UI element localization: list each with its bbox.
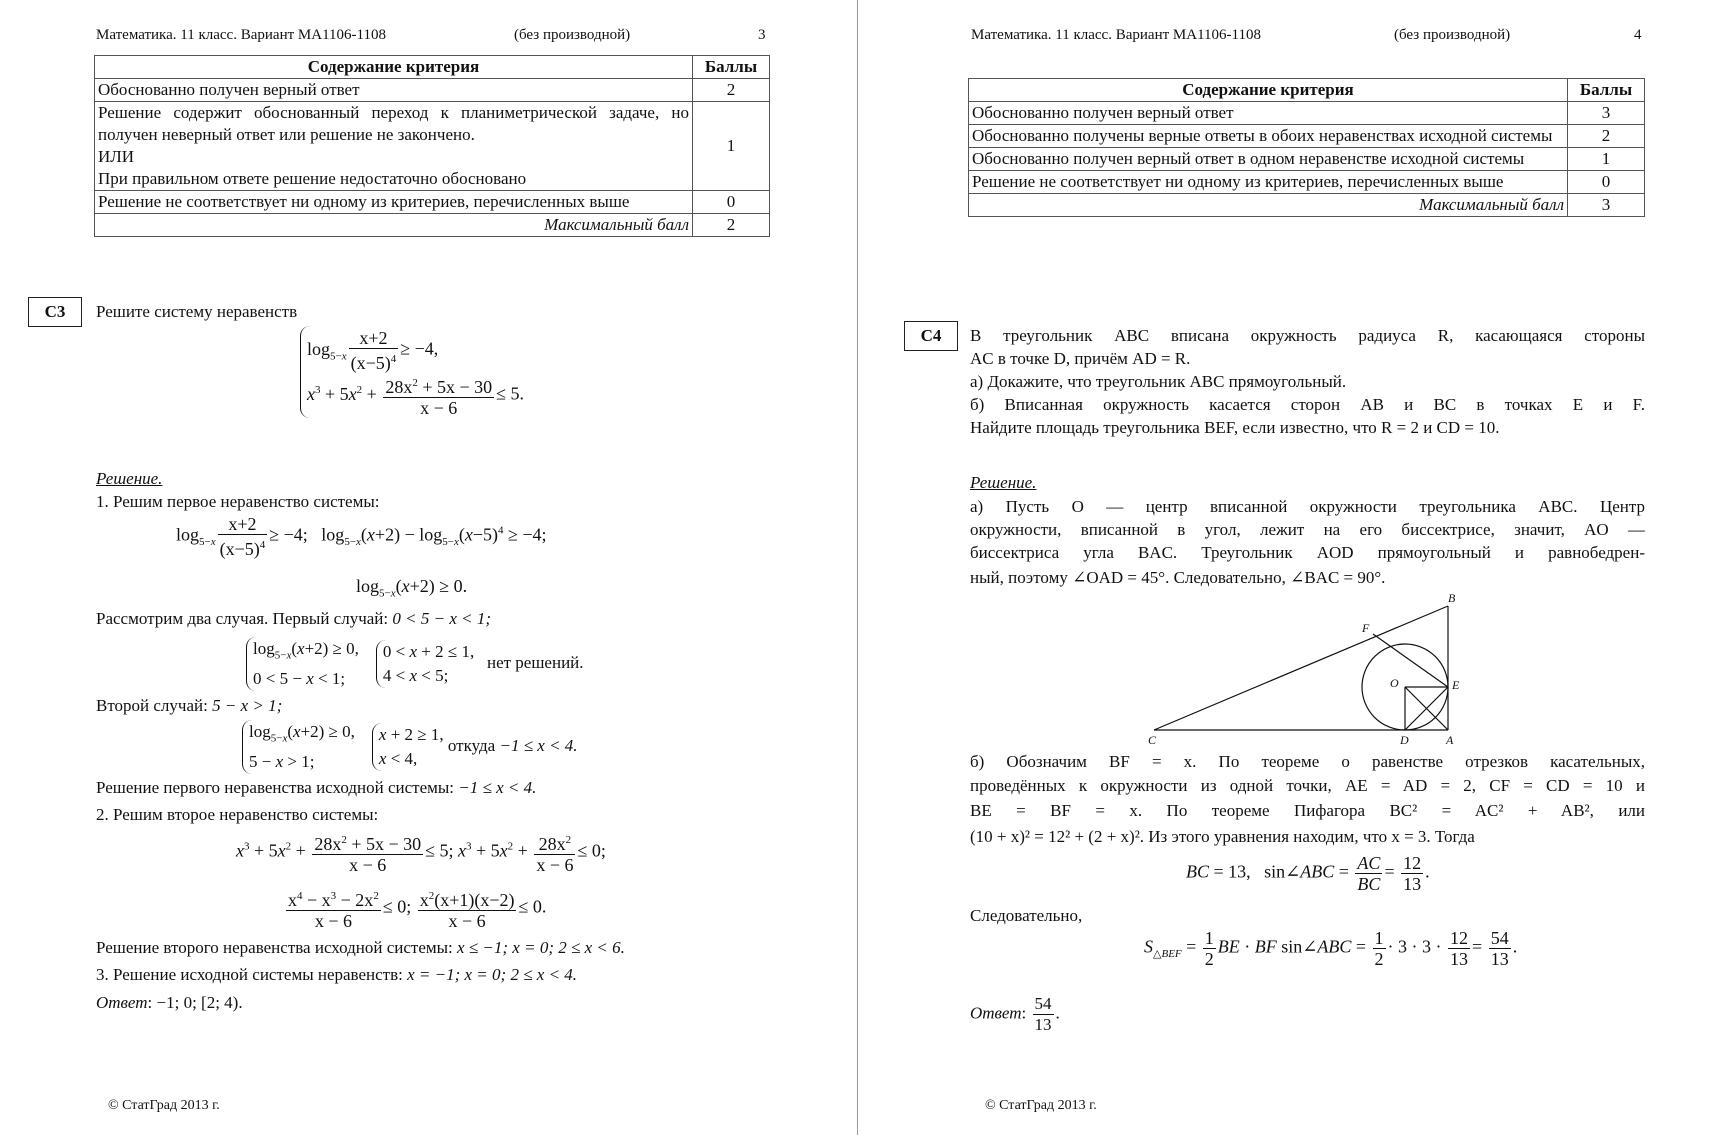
sol-b-3: BE = BF = x. По теореме Пифагора BC² = AC² + AB², или	[970, 801, 1645, 820]
table-row	[95, 214, 770, 237]
criteria-table	[94, 55, 770, 237]
criterion-score: 0	[1568, 171, 1645, 194]
criterion-score: 3	[1568, 102, 1645, 125]
result-1	[96, 777, 536, 799]
formula-3: $x^3 + 5x^2$ + $\frac{28x^2 + 5x - 30}{x - 6}$ ≤ 5; $x^3 + 5x^2$ + $\frac{28x^2}{x - 6}$ ≤ 0;	[236, 830, 606, 875]
result-2-value: x ≤ −1; x = 0; 2 ≤ x < 6.	[457, 938, 625, 957]
answer-value: : −1; 0; [2; 4).	[147, 993, 243, 1012]
criterion-score: 1	[693, 102, 770, 191]
criterion-text-extra: При правильном ответе решение недостаточно обосновано	[98, 169, 527, 188]
task-tag: C3	[28, 297, 82, 327]
criterion-text: Обоснованно получен верный ответ	[95, 79, 693, 102]
label-d: D	[1400, 733, 1409, 747]
formula-4: $\frac{x^4 - x^3 - 2x^2}{x - 6}$ ≤ 0; $\frac{x^2(x+1)(x-2)}{x - 6}$ ≤ 0.	[284, 886, 546, 931]
criterion-text: Решение содержит обоснованный переход к планиметрической задаче, но получен неверный ответ или решение не закончено.	[98, 103, 689, 144]
criterion-text: Решение не соответствует ни одному из критериев, перечисленных выше	[969, 171, 1568, 194]
answer-denominator: 13	[1034, 1015, 1052, 1034]
case-1-systems: $\log_{5-x}(x+2) \ge 0$, 0 < 5 − x < 1; 0 < x + 2 ≤ 1, 4 < x < 5; нет решений.	[246, 637, 584, 691]
consequently: Следовательно,	[970, 906, 1083, 925]
criterion-text: Решение не соответствует ни одному из критериев, перечисленных выше	[95, 191, 693, 214]
solution-label: Решение.	[96, 469, 163, 488]
task-text: Решите систему неравенств	[96, 302, 298, 321]
case-1-label: Рассмотрим два случая. Первый случай:	[96, 609, 389, 628]
case-2-condition: 5 − x > 1;	[212, 696, 283, 715]
sol-b-1: б) Обозначим BF = x. По теореме о равенстве отрезков касательных,	[970, 752, 1645, 771]
formula-sin: BC = 13, sin∠ABC = $\frac{AC}{BC}$ = $\frac{12}{13}$ .	[1186, 853, 1430, 894]
col-score: Баллы	[693, 56, 770, 79]
answer-label: Ответ	[970, 1003, 1022, 1023]
table-row	[969, 148, 1645, 171]
no-solutions: нет решений.	[486, 653, 584, 673]
case-2-text	[96, 695, 282, 717]
case-2-systems: $\log_{5-x}(x+2) \ge 0$, 5 − x > 1; x + 2 ≥ 1, x < 4, откуда −1 ≤ x < 4.	[242, 720, 578, 774]
formula-1: $\log_{5-x}$ $\frac{x+2}{(x-5)^4}$ ≥ −4; $\log_{5-x}(x+2) - \log_{5-x}(x-5)^4 \ge -4$;	[176, 514, 547, 559]
page-number: 3	[758, 27, 766, 43]
case-1-condition: 0 < 5 − x < 1;	[392, 609, 491, 628]
col-criterion: Содержание критерия	[969, 79, 1568, 102]
page-number: 4	[1634, 27, 1642, 43]
table-row	[95, 191, 770, 214]
footer: © СтатГрад 2013 г.	[985, 1098, 1097, 1113]
criterion-text: Обоснованно получены верные ответы в обоих неравенствах исходной системы	[969, 125, 1568, 148]
result-2	[96, 937, 625, 959]
criteria-table	[968, 78, 1645, 217]
criterion-score: 2	[1568, 125, 1645, 148]
max-score: 3	[1568, 194, 1645, 217]
task-line-2: AC в точке D, причём AD = R.	[970, 349, 1191, 368]
header-title: Математика. 11 класс. Вариант МА1106-1108	[971, 27, 1261, 43]
answer	[96, 992, 243, 1014]
result-1-label: Решение первого неравенства исходной системы:	[96, 778, 455, 797]
triangle-figure	[1148, 590, 1488, 750]
criterion-score: 1	[1568, 148, 1645, 171]
step-3-label: 3. Решение исходной системы неравенств:	[96, 965, 403, 984]
whence-result: −1 ≤ x < 4.	[499, 736, 578, 756]
criterion-or: ИЛИ	[98, 147, 135, 166]
case-1-text	[96, 608, 491, 630]
side-cb	[1154, 606, 1448, 730]
sol-a-3: биссектриса угла BAC. Треугольник AOD прямоугольный и равнобедрен-	[970, 543, 1645, 562]
criterion-text: Обоснованно получен верный ответ в одном неравенстве исходной системы	[969, 148, 1568, 171]
task-line-1: В треугольник ABC вписана окружность радиуса R, касающаяся стороны	[970, 326, 1645, 345]
label-f: F	[1362, 621, 1370, 635]
task-tag: C4	[904, 321, 958, 351]
label-o: O	[1390, 676, 1399, 690]
formula-2: $\log_{5-x}(x+2) \ge 0$.	[356, 576, 468, 600]
sol-b-4: (10 + x)² = 12² + (2 + x)². Из этого уравнения находим, что x = 3. Тогда	[970, 827, 1475, 846]
step-3	[96, 964, 577, 986]
label-b: B	[1448, 591, 1456, 605]
whence-label: откуда	[447, 736, 496, 756]
header-subtitle: (без производной)	[514, 27, 631, 43]
col-criterion: Содержание критерия	[95, 56, 693, 79]
sol-a-2: окружности, вписанной в угол, лежит на его биссектрисе, значит, AO —	[970, 520, 1645, 539]
label-a: A	[1446, 733, 1454, 747]
max-label: Максимальный балл	[969, 194, 1568, 217]
table-row	[969, 171, 1645, 194]
page-4	[858, 0, 1714, 1135]
label-c: C	[1148, 733, 1157, 747]
criterion-score: 2	[693, 79, 770, 102]
sol-a-4: ный, поэтому ∠OAD = 45°. Следовательно, ∠BAC = 90°.	[970, 568, 1386, 587]
sol-b-2: проведённых к окружности из одной точки, AE = AD = 2, CF = CD = 10 и	[970, 776, 1645, 795]
answer: Ответ: $\frac{54}{13}$ .	[970, 994, 1060, 1034]
max-label: Максимальный балл	[95, 214, 693, 237]
max-score: 2	[693, 214, 770, 237]
task-system: $\log_{5-x}$ $\frac{x+2}{(x-5)^4}$ ≥ −4, $x^3 + 5x^2$ + $\frac{28x^2 + 5x - 30}{x - 6}$ ≤ 5.	[300, 326, 524, 418]
table-row	[95, 79, 770, 102]
step-2: 2. Решим второе неравенство системы:	[96, 805, 379, 824]
criterion-text: Обоснованно получен верный ответ	[969, 102, 1568, 125]
segment-fe	[1373, 634, 1448, 687]
sol-a-1: а) Пусть O — центр вписанной окружности треугольника ABC. Центр	[970, 497, 1645, 516]
label-e: E	[1452, 678, 1460, 692]
criterion-score: 0	[693, 191, 770, 214]
table-row	[969, 194, 1645, 217]
table-row	[95, 102, 770, 191]
answer-numerator: 54	[1034, 994, 1052, 1013]
step-1: 1. Решим первое неравенство системы:	[96, 492, 380, 511]
solution-label: Решение.	[970, 473, 1037, 492]
step-3-value: x = −1; x = 0; 2 ≤ x < 4.	[407, 965, 578, 984]
header-title: Математика. 11 класс. Вариант МА1106-1108	[96, 27, 386, 43]
formula-area: $S_{\triangle BEF}$ = $\frac{1}{2}$ BE · BF sin∠ABC = $\frac{1}{2}$ · 3 · 3 · $\frac{12}{13}$ = $\frac{54}{13}$ .	[1144, 928, 1518, 969]
task-b-1: б) Вписанная окружность касается сторон AB и BC в точках E и F.	[970, 395, 1645, 414]
task-a: а) Докажите, что треугольник ABC прямоугольный.	[970, 372, 1347, 391]
header-subtitle: (без производной)	[1394, 27, 1511, 43]
result-2-label: Решение второго неравенства исходной системы:	[96, 938, 453, 957]
footer: © СтатГрад 2013 г.	[108, 1098, 220, 1113]
answer-label: Ответ	[96, 993, 148, 1012]
col-score: Баллы	[1568, 79, 1645, 102]
task-b-2: Найдите площадь треугольника BEF, если известно, что R = 2 и CD = 10.	[970, 418, 1500, 437]
result-1-value: −1 ≤ x < 4.	[458, 778, 537, 797]
table-row	[969, 125, 1645, 148]
table-row	[969, 102, 1645, 125]
case-2-label: Второй случай:	[96, 696, 208, 715]
